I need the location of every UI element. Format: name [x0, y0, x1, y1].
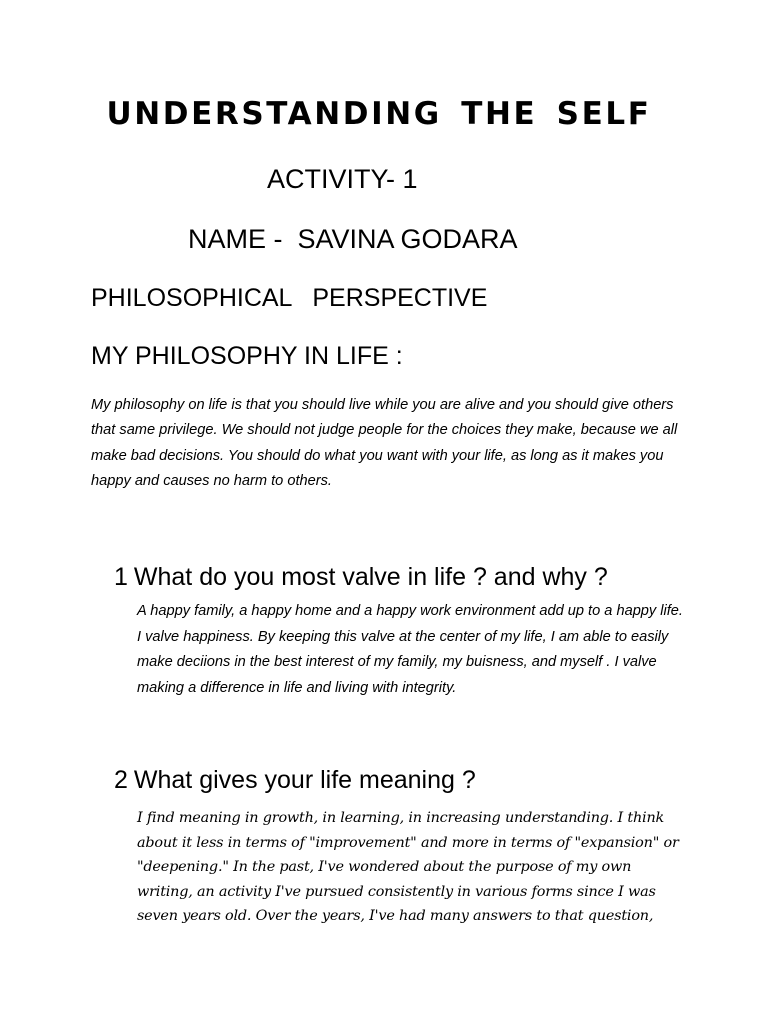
philosophy-heading: MY PHILOSOPHY IN LIFE : — [91, 342, 403, 370]
question-1 — [114, 563, 608, 592]
document-title: UNDERSTANDING THE SELF — [106, 96, 652, 132]
question-number: 1 — [114, 563, 128, 591]
question-text: What gives your life meaning ? — [133, 766, 476, 794]
philosophy-paragraph: My philosophy on life is that you should live while you are alive and you should give others that same privilege. We should not judge people for the choices they make, because we all make bad decisions. You should do what you want with your life, as long as it makes you happy and causes no harm to others. — [91, 397, 678, 489]
activity-label: ACTIVITY- 1 — [267, 164, 418, 194]
answer-2: I find meaning in growth, in learning, in increasing understanding. I think about it less in terms of "improvement" and more in terms of "expansion" or "deepening." In the past, I've wondered about the purpose of my own writing, an activity I've pursued consistently in various forms since I was seven years old. Over the years, I've had many answers to that question, — [137, 810, 679, 925]
question-text: What do you most valve in life ? and why ? — [133, 563, 608, 591]
student-name: NAME - SAVINA GODARA — [188, 224, 518, 254]
question-2 — [114, 766, 476, 795]
answer-1: A happy family, a happy home and a happy work environment add up to a happy life. I valve happiness. By keeping this valve at the center of my life, I am able to easily make deciions in the best interest of my family, my buisness, and myself . I valve making a difference in life and living with integrity. — [137, 603, 683, 696]
question-number: 2 — [114, 766, 128, 794]
perspective-heading: PHILOSOPHICAL PERSPECTIVE — [91, 284, 488, 312]
